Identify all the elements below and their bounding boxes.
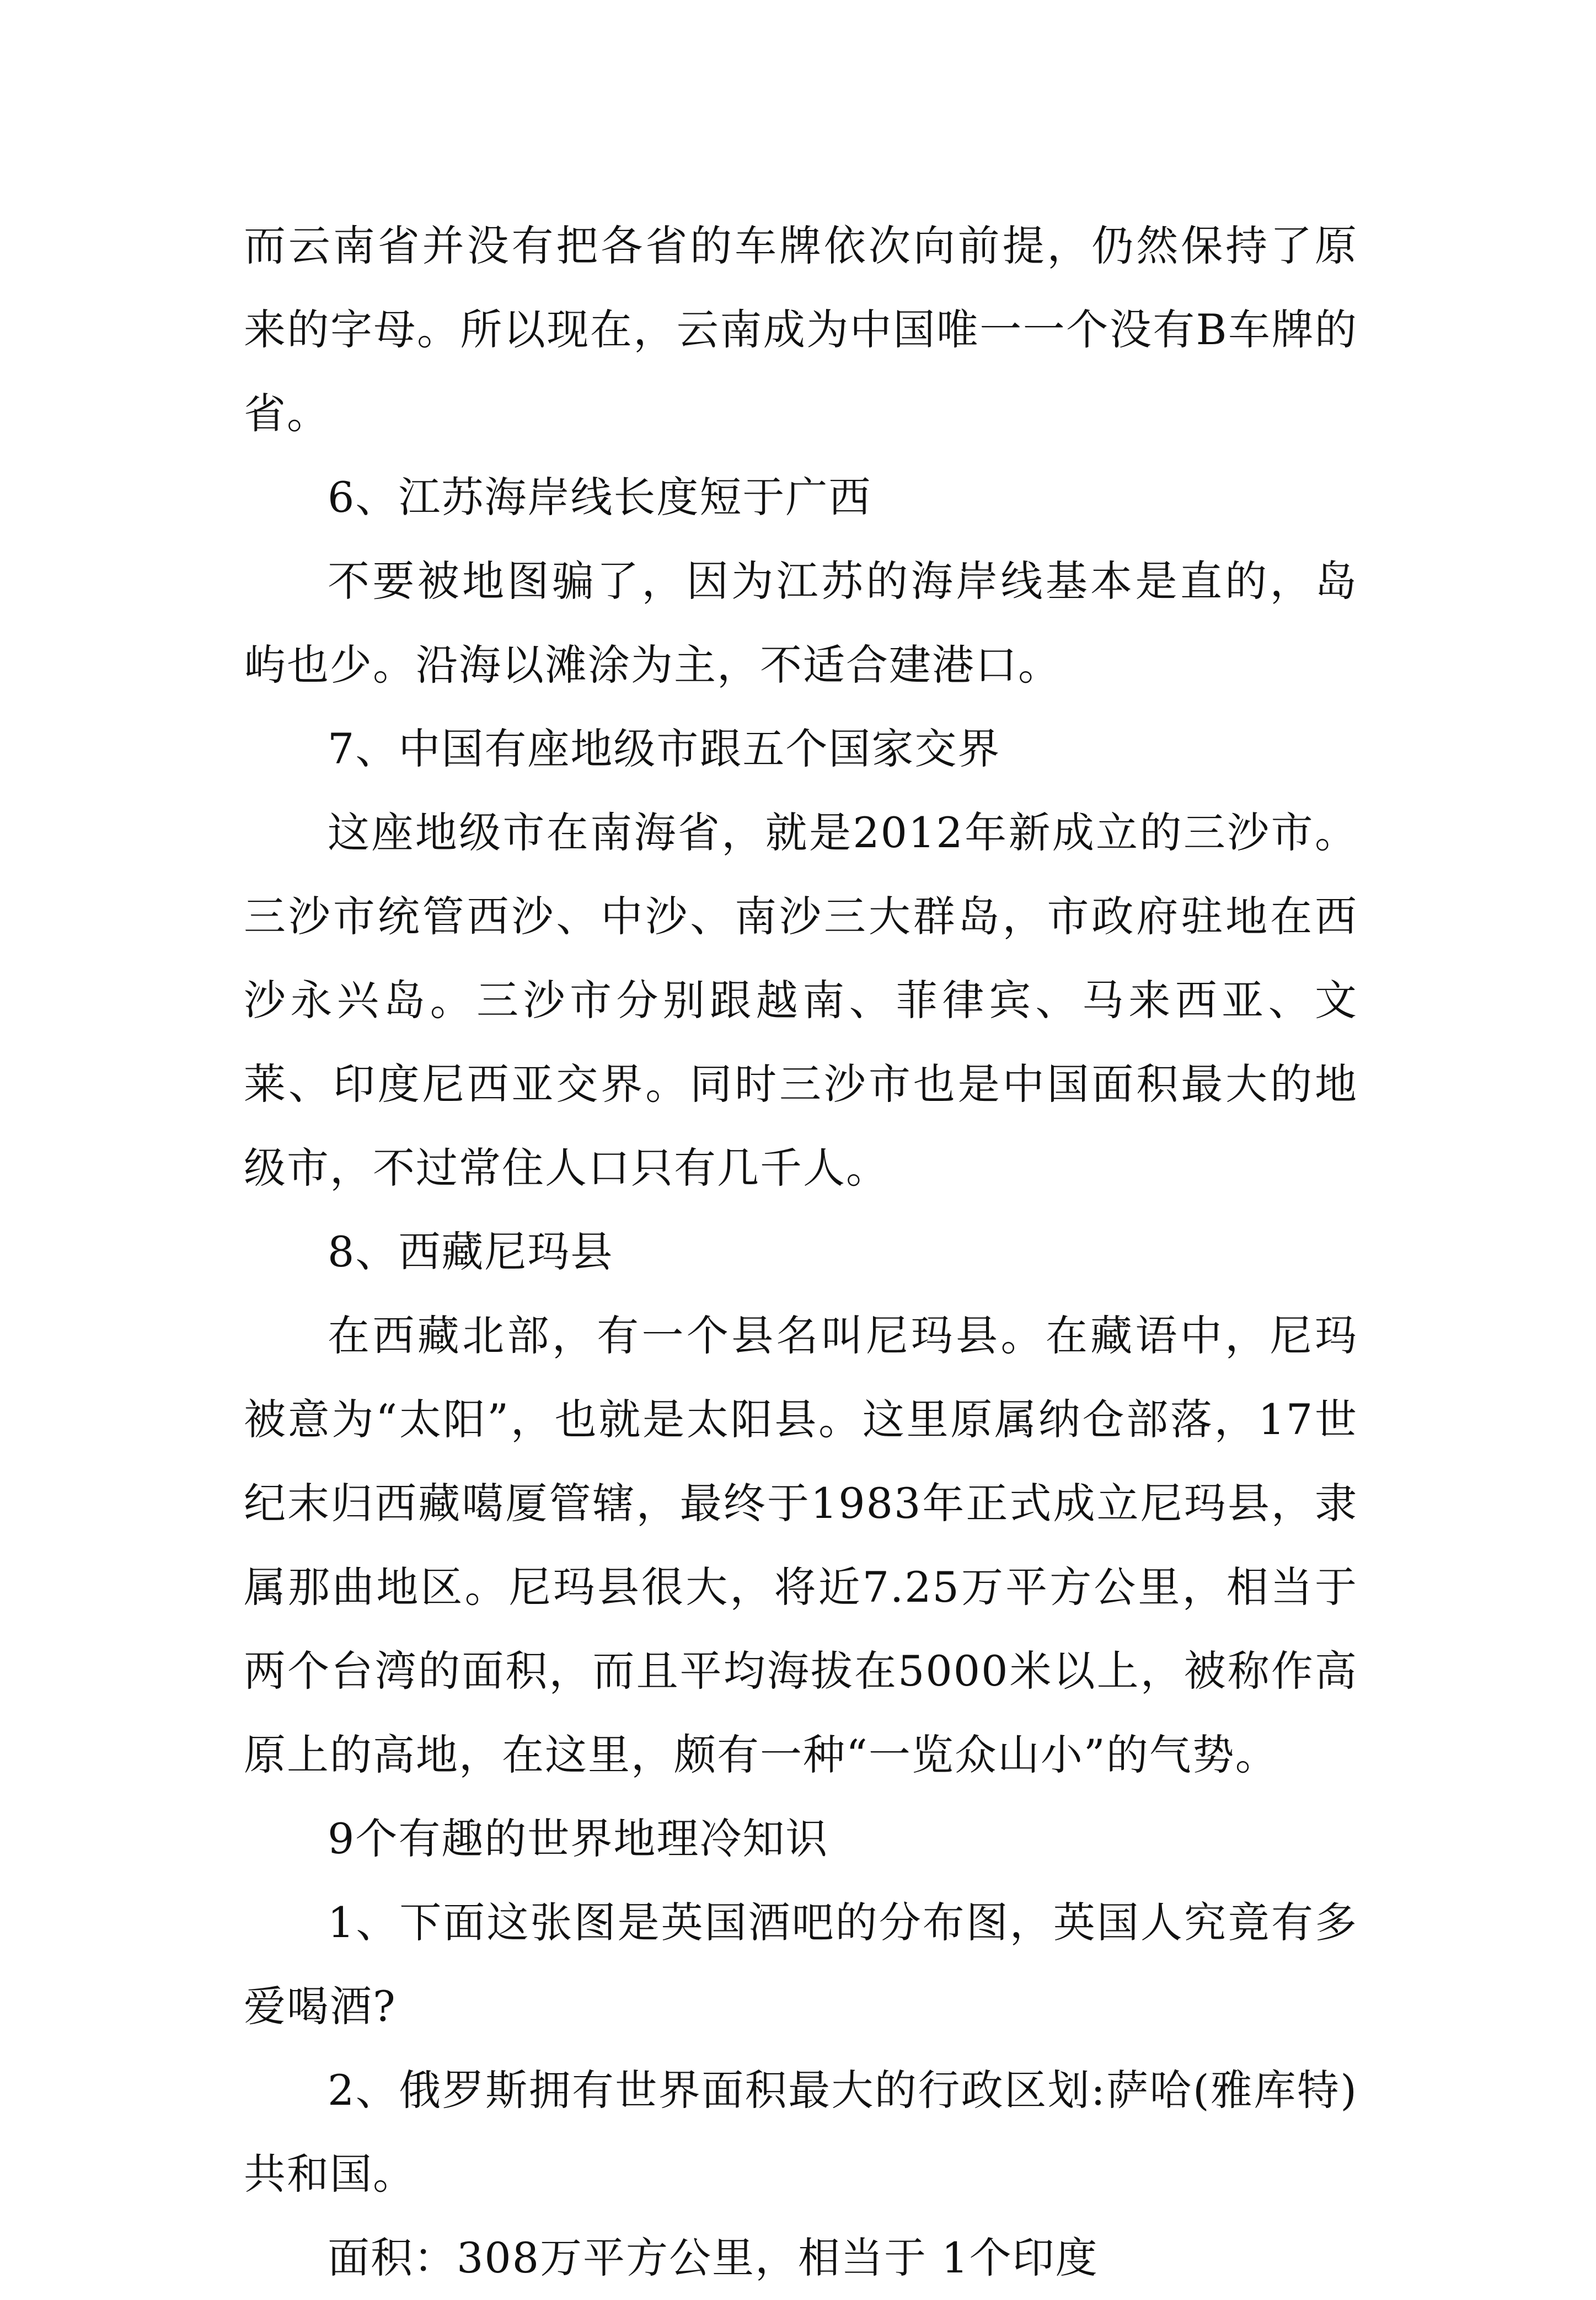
paragraph-yunnan-plates: 而云南省并没有把各省的车牌依次向前提，仍然保持了原来的字母。所以现在，云南成为中国唯一一个没有B车牌的省。 (244, 221, 1358, 438)
heading-nima-county: 8、西藏尼玛县 (328, 1227, 614, 1276)
paragraph-sakha-republic: 2、俄罗斯拥有世界面积最大的行政区划:萨哈(雅库特)共和国。 (244, 2066, 1358, 2199)
paragraph-sansha-city: 这座地级市在南海省，就是2012年新成立的三沙市。三沙市统管西沙、中沙、南沙三大群岛，市政府驻地在西沙永兴岛。三沙市分别跟越南、菲律宾、马来西亚、文莱、印度尼西亚交界。同时三沙市也是中国面积最大的地级市，不过常住人口只有几千人。 (244, 808, 1358, 1192)
heading-jiangsu-coastline: 6、江苏海岸线长度短于广西 (328, 473, 872, 522)
heading-sansha-city: 7、中国有座地级市跟五个国家交界 (328, 724, 1001, 773)
heading-world-geography-facts: 9个有趣的世界地理冷知识 (328, 1814, 829, 1863)
paragraph-jiangsu-coastline: 不要被地图骗了，因为江苏的海岸线基本是直的，岛屿也少。沿海以滩涂为主，不适合建港口。 (244, 557, 1358, 689)
document-body (244, 204, 1358, 2300)
paragraph-sakha-area: 面积：308万平方公里，相当于 1个印度 (328, 2233, 1099, 2282)
paragraph-uk-pubs: 1、下面这张图是英国酒吧的分布图，英国人究竟有多爱喝酒? (244, 1898, 1358, 2031)
paragraph-nima-county: 在西藏北部，有一个县名叫尼玛县。在藏语中，尼玛被意为“太阳”，也就是太阳县。这里原属纳仓部落，17世纪末归西藏噶厦管辖，最终于1983年正式成立尼玛县，隶属那曲地区。尼玛县很大，将近7.25万平方公里，相当于两个台湾的面积，而且平均海拔在5000米以上，被称作高原上的高地，在这里，颇有一种“一览众山小”的气势。 (244, 1311, 1358, 1779)
